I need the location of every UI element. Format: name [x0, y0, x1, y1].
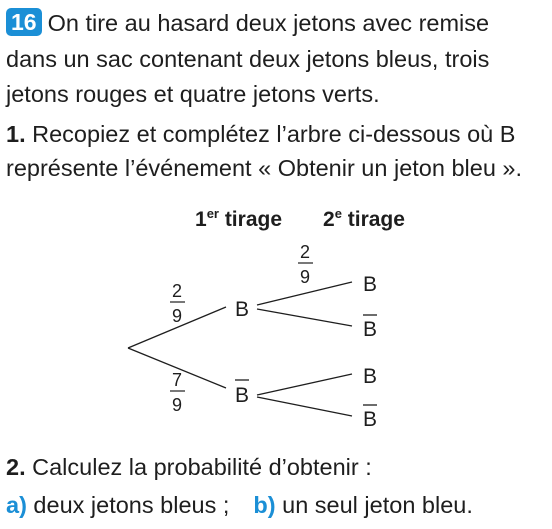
- fraction-prob-BB: [298, 242, 313, 287]
- fraction-prob-notB-numerator: 7: [171, 370, 183, 390]
- subpart-b-label: b): [253, 492, 276, 518]
- subpart-a-text: deux jetons bleus ;: [26, 492, 230, 518]
- question-1-line-2: représente l’événement « Obtenir un jeton bleu ».: [6, 155, 523, 181]
- header-second-draw: 2e tirage: [323, 206, 405, 231]
- question-1-number: 1.: [6, 121, 26, 147]
- fraction-prob-B: [170, 281, 185, 326]
- node-second-bottom-B: B: [362, 365, 378, 388]
- question-2-subparts: [6, 490, 473, 520]
- branch-notB-to-B: [257, 374, 352, 395]
- node-second-bottom-notB: B: [362, 408, 378, 431]
- intro-line-3: jetons rouges et quatre jetons verts.: [6, 81, 380, 107]
- question-2-text: Calculez la probabilité d’obtenir :: [32, 454, 372, 480]
- question-1-text-1: Recopiez et complétez l’arbre ci-dessous où B: [32, 121, 516, 147]
- fraction-prob-BB-numerator: 2: [299, 242, 311, 262]
- intro-line-2: dans un sac contenant deux jetons bleus, trois: [6, 46, 490, 72]
- fraction-prob-notB-denominator: 9: [171, 395, 183, 415]
- branch-notB-to-notB: [257, 397, 352, 416]
- subpart-a-label: a): [6, 492, 27, 518]
- node-first-B: B: [234, 298, 250, 321]
- node-first-notB: B: [234, 384, 250, 407]
- fraction-prob-B-denominator: 9: [171, 306, 183, 326]
- fraction-prob-notB: [170, 370, 185, 415]
- question-2-line: [6, 452, 372, 482]
- fraction-prob-BB-denominator: 9: [299, 267, 311, 287]
- branch-B-to-notB: [257, 309, 352, 326]
- subpart-b-text: un seul jeton bleu.: [275, 492, 473, 518]
- intro-text-1: On tire au hasard deux jetons avec remise: [47, 10, 490, 36]
- question-2-number: 2.: [6, 454, 26, 480]
- header-first-draw: 1er tirage: [195, 206, 283, 231]
- node-second-top-notB: B: [362, 318, 378, 341]
- node-second-top-B: B: [362, 273, 378, 296]
- fraction-prob-B-numerator: 2: [171, 281, 183, 301]
- exercise-number-badge: 16: [6, 8, 42, 36]
